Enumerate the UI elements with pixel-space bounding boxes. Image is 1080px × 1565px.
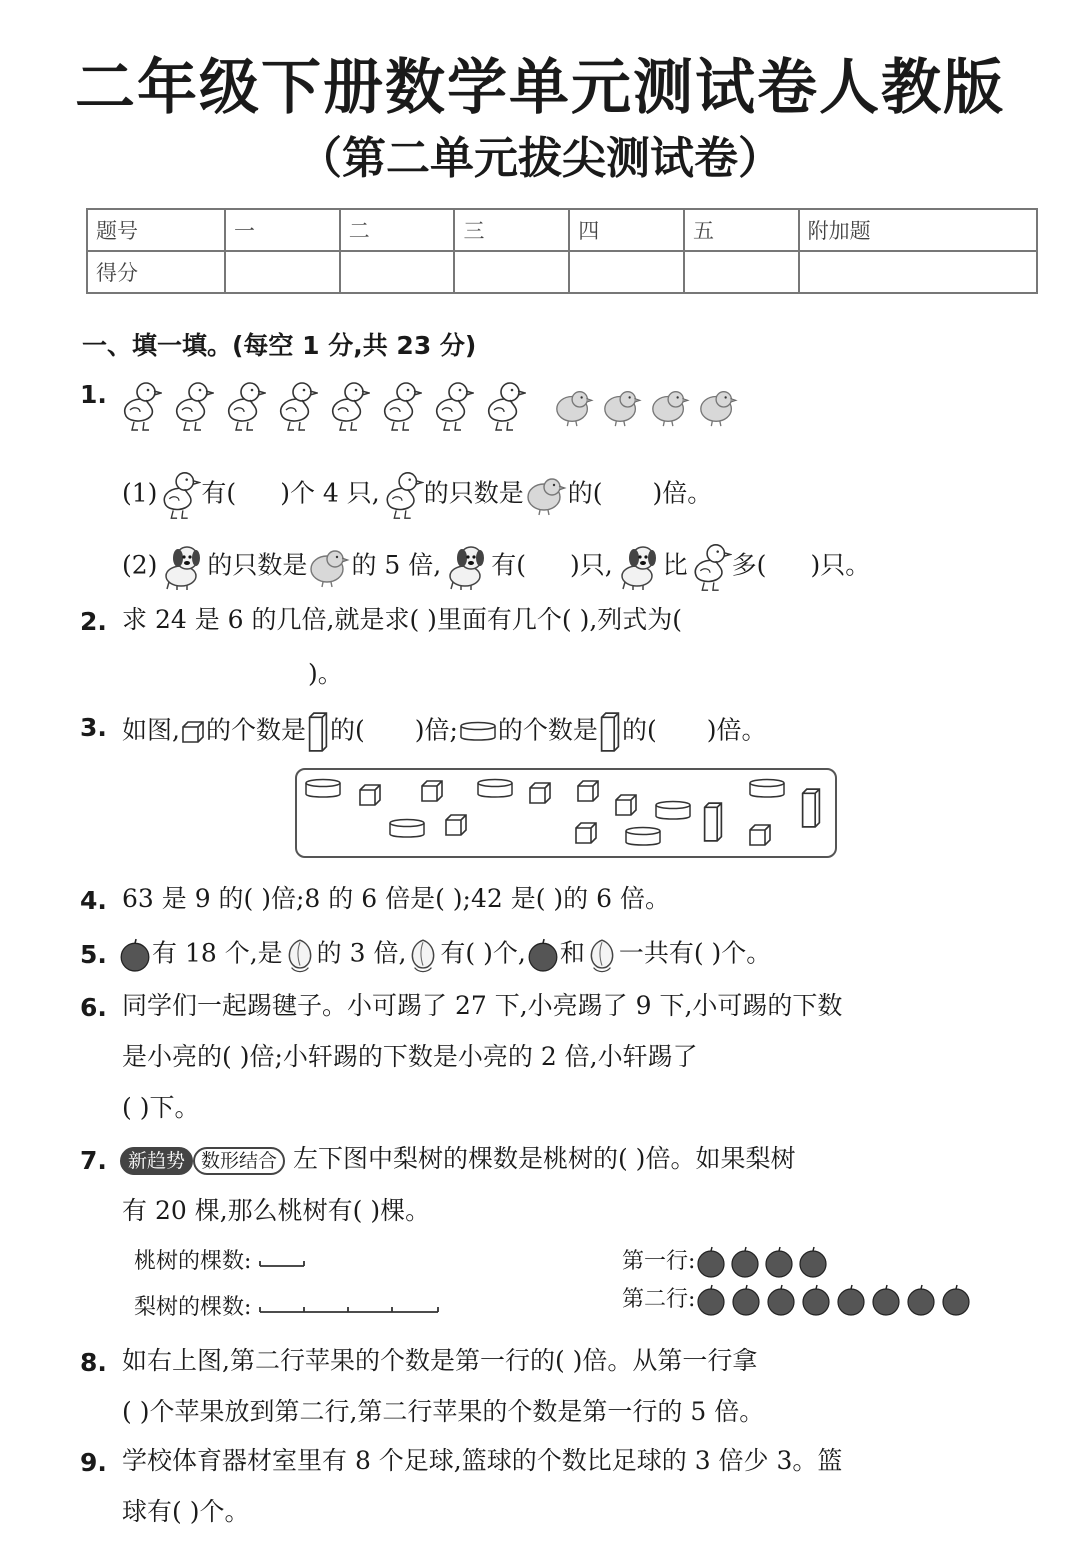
text: )倍。 <box>652 478 713 508</box>
score-cell[interactable] <box>684 251 799 293</box>
prism-icon <box>306 710 330 754</box>
apples-row2 <box>695 1284 977 1316</box>
dog-icon <box>441 542 491 592</box>
trend-tag: 新趋势 <box>120 1147 193 1175</box>
q6-line3: ( )下。 <box>122 1093 200 1122</box>
question-number: 3. <box>80 713 107 742</box>
q8-line2: ( )个苹果放到第二行,第二行苹果的个数是第一行的 5 倍。 <box>122 1397 765 1426</box>
text: 的( <box>329 715 365 745</box>
pear-segment <box>258 1298 442 1318</box>
question-number: 7. <box>80 1146 107 1175</box>
q9-line2: 球有( )个。 <box>122 1497 250 1526</box>
question-number: 4. <box>80 886 107 915</box>
peach-icon <box>406 936 440 974</box>
shapes-figure <box>295 768 837 858</box>
table-row <box>87 251 1037 293</box>
text: 的个数是 <box>497 715 598 745</box>
chick-group <box>543 376 743 436</box>
question-number: 6. <box>80 993 107 1022</box>
text: 的只数是 <box>207 550 308 580</box>
text: 梨树的棵数: <box>134 1295 252 1320</box>
topic-tag: 数形结合 <box>193 1147 285 1175</box>
peach-icon <box>283 936 317 974</box>
text: 如图, <box>122 715 180 745</box>
cube-icon <box>180 719 206 745</box>
apple-icon <box>526 938 560 972</box>
text: 的 5 倍, <box>351 550 442 580</box>
page-subtitle: （第二单元拔尖测试卷） <box>298 133 782 184</box>
question-number: 9. <box>80 1448 107 1477</box>
q2-line2: )。 <box>308 659 343 688</box>
text: 桃树的棵数: <box>134 1249 252 1274</box>
score-cell[interactable] <box>799 251 1037 293</box>
text: 第二行: <box>622 1287 696 1312</box>
score-cell[interactable] <box>225 251 340 293</box>
page-title: 二年级下册数学单元测试卷人教版 <box>75 53 1005 123</box>
apple-row-2 <box>622 1282 977 1316</box>
text: 第一行: <box>622 1249 696 1274</box>
q9-line1: 学校体育器材室里有 8 个足球,篮球的个数比足球的 3 倍少 3。篮 <box>122 1446 843 1475</box>
text: 的个数是 <box>205 715 306 745</box>
text: 的只数是 <box>423 478 524 508</box>
dog-icon <box>613 542 663 592</box>
animal-row <box>118 376 743 440</box>
question-number: 5. <box>80 940 107 969</box>
text: 有( )个, <box>440 938 526 968</box>
chick-icon <box>524 473 568 517</box>
prism-icon <box>598 710 622 754</box>
duck-group <box>118 376 538 436</box>
text: )倍。 <box>706 715 767 745</box>
section-title: 一、填一填。(每空 1 分,共 23 分) <box>82 331 477 360</box>
q2-line1: 求 24 是 6 的几倍,就是求( )里面有几个( ),列式为( <box>122 605 683 634</box>
peach-tree-label <box>134 1244 308 1275</box>
text: 有 18 个,是 <box>152 938 283 968</box>
text: (2) <box>122 550 158 580</box>
text: )只。 <box>810 550 871 580</box>
table-cell: 二 <box>340 209 455 251</box>
text: 的( <box>621 715 657 745</box>
score-table <box>86 208 1038 294</box>
duck-icon <box>688 540 732 594</box>
table-cell: 题号 <box>87 209 225 251</box>
text: 的 3 倍, <box>316 938 407 968</box>
peach-segment <box>258 1252 308 1272</box>
text: 的( <box>567 478 603 508</box>
q7-line2: 有 20 棵,那么桃树有( )棵。 <box>122 1196 431 1225</box>
q1-part2 <box>122 540 870 594</box>
text: (1) <box>122 478 158 508</box>
q6-line2: 是小亮的( )倍;小轩踢的下数是小亮的 2 倍,小轩踢了 <box>122 1042 698 1071</box>
chick-icon <box>307 545 351 589</box>
q1-part1 <box>122 468 712 522</box>
question-number: 1. <box>80 380 107 409</box>
table-cell: 得分 <box>87 251 225 293</box>
shapes-svg <box>297 770 835 856</box>
q6-line1: 同学们一起踢毽子。小可踢了 27 下,小亮踢了 9 下,小可踢的下数 <box>122 991 843 1020</box>
score-cell[interactable] <box>569 251 684 293</box>
q3-text <box>122 710 766 754</box>
text: )倍; <box>414 715 458 745</box>
text: 和 <box>559 938 585 968</box>
apple-icon <box>118 938 152 972</box>
text: 一共有( )个。 <box>618 938 772 968</box>
table-cell: 附加题 <box>799 209 1037 251</box>
table-cell: 五 <box>684 209 799 251</box>
table-cell: 三 <box>454 209 569 251</box>
question-number: 8. <box>80 1348 107 1377</box>
q5-text <box>118 936 771 974</box>
text: 有( <box>491 550 526 580</box>
cylinder-icon <box>458 721 498 743</box>
apple-row-1 <box>622 1244 831 1278</box>
q8-line1: 如右上图,第二行苹果的个数是第一行的( )倍。从第一行拿 <box>122 1346 758 1375</box>
q4-text: 63 是 9 的( )倍;8 的 6 倍是( );42 是( )的 6 倍。 <box>122 884 670 913</box>
duck-icon <box>380 468 424 522</box>
table-row <box>87 209 1037 251</box>
score-cell[interactable] <box>454 251 569 293</box>
q7-line1 <box>120 1144 795 1175</box>
pear-tree-label <box>134 1290 442 1321</box>
text: 多( <box>731 550 767 580</box>
text: 左下图中梨树的棵数是桃树的( )倍。如果梨树 <box>292 1144 796 1173</box>
apples-row1 <box>695 1246 831 1278</box>
dog-icon <box>157 542 207 592</box>
text: )只, <box>569 550 613 580</box>
text: )个 4 只, <box>280 478 380 508</box>
text: 比 <box>662 550 688 580</box>
score-cell[interactable] <box>340 251 455 293</box>
peach-icon <box>585 936 619 974</box>
text: 有( <box>201 478 237 508</box>
duck-icon <box>157 468 201 522</box>
table-cell: 一 <box>225 209 340 251</box>
table-cell: 四 <box>569 209 684 251</box>
question-number: 2. <box>80 607 107 636</box>
